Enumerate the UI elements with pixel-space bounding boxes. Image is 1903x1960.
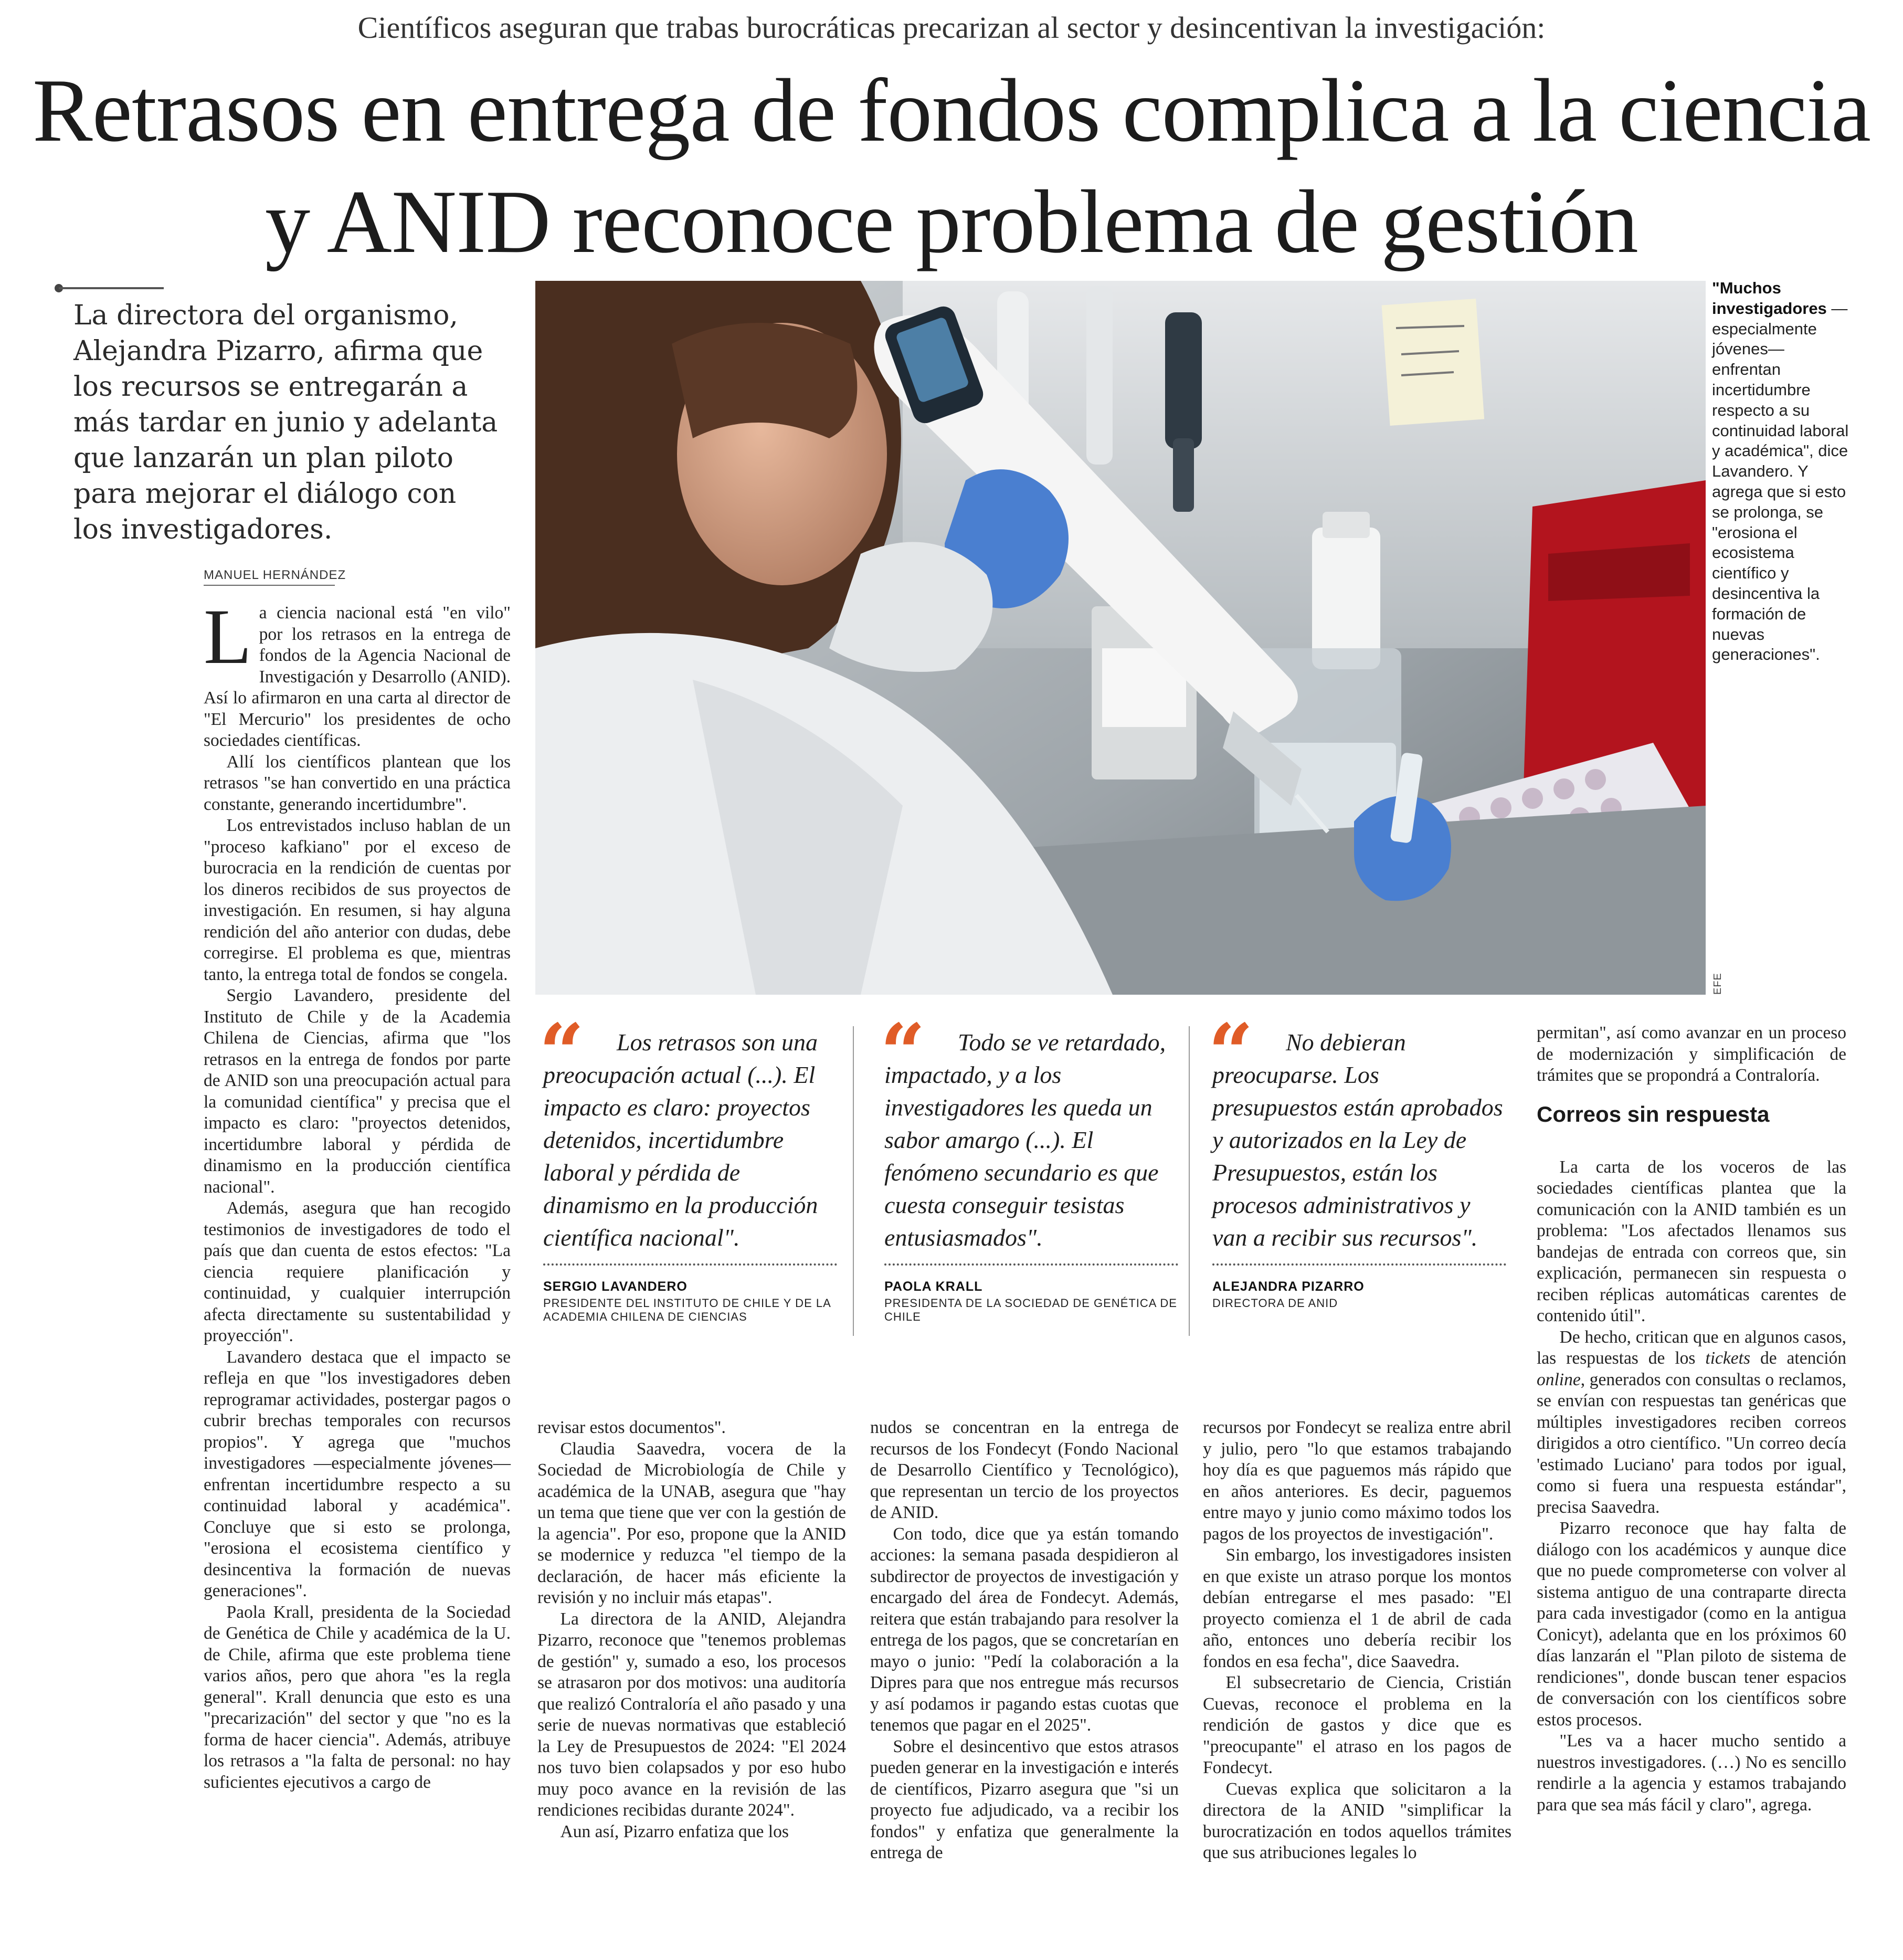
quote-mark-icon: “ xyxy=(1208,1007,1254,1099)
quote-text: Todo se ve retardado, impactado, y a los investigadores les queda un sabor amargo (...). El fenómeno secundario es que cuesta conseguir tesistas entusiasmados". xyxy=(884,1029,1166,1251)
paragraph: De hecho, critican que en algunos casos, las respuestas de los tickets de atención online, generados con consultas o reclamos, se envían con respuestas tan genéricas que múltiples investigadores reciben correos dirigidos a otro científico. "Un correo decía 'estimado Luciano' para todos por igual, como si fuera una respuesta estándar", precisa Saavedra. xyxy=(1537,1327,1846,1517)
paragraph: Con todo, dice que ya están tomando acciones: la semana pasada despidieron al subdirector de proyectos de investigación y encargado del área de Fondecyt. Además, reitera que están trabajando para resolver la entrega de los pagos, que se concretarían en mayo o junio: "Pedí la colaboración a la Dipres para que nos entregue más recursos y así podamos ir pagando estas cuotas que tenemos que pagar en el 2025". xyxy=(870,1524,1179,1735)
paragraph: Pizarro reconoce que hay falta de diálogo con los académicos y aunque dice que no puede comprometerse con volver al sistema antiguo de una contraparte directa para cada investigador (como en la antigua Conicyt), adelanta que en los próximos 60 días lanzarán el "Plan piloto de sistema de rendiciones", donde buscan tener espacios de conversación con los científicos sobre estos procesos. xyxy=(1537,1519,1846,1730)
paragraph: nudos se concentran en la entrega de recursos de los Fondecyt (Fondo Nacional de Desarrollo Científico y Tecnológico), que representan un tercio de los proyectos de ANID. xyxy=(870,1418,1179,1522)
quote-text: Los retrasos son una preocupación actual (...). El impacto es claro: proyectos detenidos, incertidumbre laboral y pérdida de dinamismo en la producción científica nacional". xyxy=(543,1029,818,1251)
photo-credit: EFE xyxy=(1712,973,1724,995)
paragraph: El subsecretario de Ciencia, Cristián Cuevas, reconoce el problema en la rendición de gastos y dice que es "preocupante" el atraso en los pagos de Fondecyt. xyxy=(1203,1673,1511,1777)
paragraph: permitan", así como avanzar en un proceso de modernización y simplificación de trámites que se propondrá a Contraloría. xyxy=(1537,1023,1846,1085)
headline: Retrasos en entrega de fondos complica a la ciencia y ANID reconoce problema de gestión xyxy=(32,61,1871,272)
column-divider xyxy=(1189,1026,1190,1336)
paragraph: Sin embargo, los investigadores insisten en que existe un atraso porque los montos debían entregarse el mes pasado: "El proyecto comienza el 1 de abril de cada año, entonces uno debería recibir los fondos en esa fecha", dice Saavedra. xyxy=(1203,1545,1511,1671)
paragraph: Claudia Saavedra, vocera de la Sociedad de Microbiología de Chile y académica de la UNAB, asegura que "hay un tema que tiene que ver con la gestión de la agencia". Por eso, propone que la ANID se modernice y reduzca "el tiempo de la declaración, de hacer más eficiente la revisión y no incluir más etapas". xyxy=(537,1439,846,1607)
paragraph: Los entrevistados incluso hablan de un "proceso kafkiano" por el exceso de burocracia en la rendición de cuentas por los dineros recibidos de sus proyectos de investigación. En resumen, si hay alguna rendición del año anterior con dudas, debe corregirse. El problema es que, mientras tanto, la entrega total de fondos se congela. xyxy=(204,816,511,984)
article-column-4 xyxy=(1203,1417,1511,1864)
dek: La directora del organismo, Alejandra Pizarro, afirma que los recursos se entregarán a más tardar en junio y adelanta que lanzarán un plan piloto para mejorar el diálogo con los investigadores. xyxy=(73,300,498,545)
lab-photo xyxy=(535,281,1706,995)
article-column-3 xyxy=(870,1417,1179,1864)
drop-cap: L xyxy=(204,593,252,680)
photo-caption xyxy=(1712,278,1853,665)
article-column-5 xyxy=(1537,1023,1846,1816)
quote-text: No debieran preocuparse. Los presupuestos están aprobados y autorizados en la Ley de Presupuestos, están los procesos administrativos y van a recibir sus recursos". xyxy=(1212,1029,1503,1251)
scientist-pipetting-image xyxy=(535,281,1706,995)
paragraph: Además, asegura que han recogido testimonios de investigadores de todo el país que dan cuenta de estos efectos: "La ciencia requiere planificación y continuidad, y cualquier interrupción afecta directamente su sustentabilidad y proyección". xyxy=(204,1198,511,1345)
article-column-2 xyxy=(537,1417,846,1842)
paragraph: Allí los científicos plantean que los retrasos "se han convertido en una práctica constante, generando incertidumbre". xyxy=(204,752,511,814)
byline: MANUEL HERNÁNDEZ xyxy=(204,568,346,582)
quote-rule xyxy=(1212,1263,1506,1266)
paragraph: Sobre el desincentivo que estos atrasos pueden generar en la investigación e interés de científicos, Pizarro asegura que "si un proyecto fue adjudicado, va a recibir los fondos" y enfatiza que generalmente la entrega de xyxy=(870,1736,1179,1862)
paragraph: a ciencia nacional está "en vilo" por los retrasos en la entrega de fondos de la Agencia Nacional de Investigación y Desarrollo (ANID). Así lo afirmaron en una carta al director de "El Mercurio" los presidentes de ocho sociedades científicas. xyxy=(204,603,511,750)
quote-name: PAOLA KRALL xyxy=(884,1279,983,1294)
paragraph: Sergio Lavandero, presidente del Instituto de Chile y de la Academia Chilena de Ciencias, afirma que "los retrasos en la entrega de fondos por parte de ANID son una preocupación actual para la comunidad científica" y precisa que el impacto es claro: "proyectos detenidos, incertidumbre laboral y pérdida de dinamismo en la producción científica nacional". xyxy=(204,986,511,1197)
quote-name: ALEJANDRA PIZARRO xyxy=(1212,1279,1365,1294)
paragraph: Cuevas explica que solicitaron a la directora de la ANID "simplificar la burocratización en todos aquellos trámites que sus atribuciones legales lo xyxy=(1203,1779,1511,1862)
paragraph: Aun así, Pizarro enfatiza que los xyxy=(560,1821,789,1841)
caption-lead: "Muchos investigadores xyxy=(1712,279,1827,318)
pull-quote-pizarro xyxy=(1208,1007,1506,1310)
dek-rule xyxy=(59,287,164,289)
quote-rule xyxy=(884,1263,1178,1266)
column-divider xyxy=(853,1026,854,1336)
byline-rule xyxy=(204,585,335,586)
quote-mark-icon: “ xyxy=(539,1007,585,1099)
quote-role: PRESIDENTE DEL INSTITUTO DE CHILE Y DE LA ACADEMIA CHILENA DE CIENCIAS xyxy=(543,1297,831,1323)
paragraph: Paola Krall, presidenta de la Sociedad de Genética de Chile y académica de la U. de Chile, afirma que este problema tiene varios años, pero que ahora "es la regla general". Krall denuncia que esto es una "precarización" del sector y que "no es la forma de hacer ciencia". Además, atribuye los retrasos a "la falta de personal: no hay suficientes ejecutivos a cargo de xyxy=(204,1602,511,1792)
pull-quote-lavandero xyxy=(539,1007,837,1324)
paragraph: La carta de los voceros de las sociedades científicas plantea que la comunicación con la ANID también es un problema: "Los afectados llenamos sus bandejas de entrada con correos que, sin explicación, permanecen sin respuesta o reciben réplicas automáticas carentes de contenido útil". xyxy=(1537,1157,1846,1325)
paragraph: Lavandero destaca que el impacto se refleja en que "los investigadores deben reprogramar actividades, postergar pagos o cubrir brechas temporales con recursos propios". Y agrega que "muchos investigadores —especialmente jóvenes— enfrentan incertidumbre respecto a su continuidad laboral y académica". Concluye que si esto se prolonga, "erosiona el ecosistema científico y desincentiva la formación de nuevas generaciones". xyxy=(204,1347,511,1600)
paragraph: revisar estos documentos". xyxy=(537,1418,726,1437)
paragraph: La directora de la ANID, Alejandra Pizarro, reconoce que "tenemos problemas de gestión" y, sumado a eso, los procesos se atrasaron por dos motivos: una auditoría que realizó Contraloría el año pasado y una serie de nuevas normativas que estableció la Ley de Presupuestos de 2024: "El 2024 nos tuvo bien colapsados y por eso hubo muy poco avance en la revisión de las rendiciones recibidas durante 2024". xyxy=(537,1609,846,1820)
quote-mark-icon: “ xyxy=(880,1007,926,1099)
kicker: Científicos aseguran que trabas burocráticas precarizan al sector y desincentivan la investigación: xyxy=(357,10,1546,45)
quote-rule xyxy=(543,1263,837,1266)
caption-text: —especialmente jóvenes— enfrentan incertidumbre respecto a su continuidad laboral y académica", dice Lavandero. Y agrega que si esto se prolonga, se "erosiona el ecosistema científico y desincentiva la formación de nuevas generaciones". xyxy=(1712,299,1849,664)
quote-role: PRESIDENTA DE LA SOCIEDAD DE GENÉTICA DE CHILE xyxy=(884,1297,1177,1323)
subhead: Correos sin respuesta xyxy=(1537,1101,1770,1126)
article-column-1 xyxy=(204,593,511,1793)
paragraph: "Les va a hacer mucho sentido a nuestros investigadores. (…) No es sencillo rendirle a la agencia y estamos trabajando para que sea más fácil y claro", agrega. xyxy=(1537,1731,1846,1815)
paragraph: recursos por Fondecyt se realiza entre abril y julio, pero "lo que estamos trabajando hoy día es que paguemos más rápido que en años anteriores. Es decir, paguemos entre mayo y junio como máximo todos los pagos de los proyectos de investigación". xyxy=(1203,1418,1511,1544)
quote-name: SERGIO LAVANDERO xyxy=(543,1279,688,1294)
pull-quote-krall xyxy=(880,1007,1178,1324)
quote-role: DIRECTORA DE ANID xyxy=(1212,1297,1338,1310)
